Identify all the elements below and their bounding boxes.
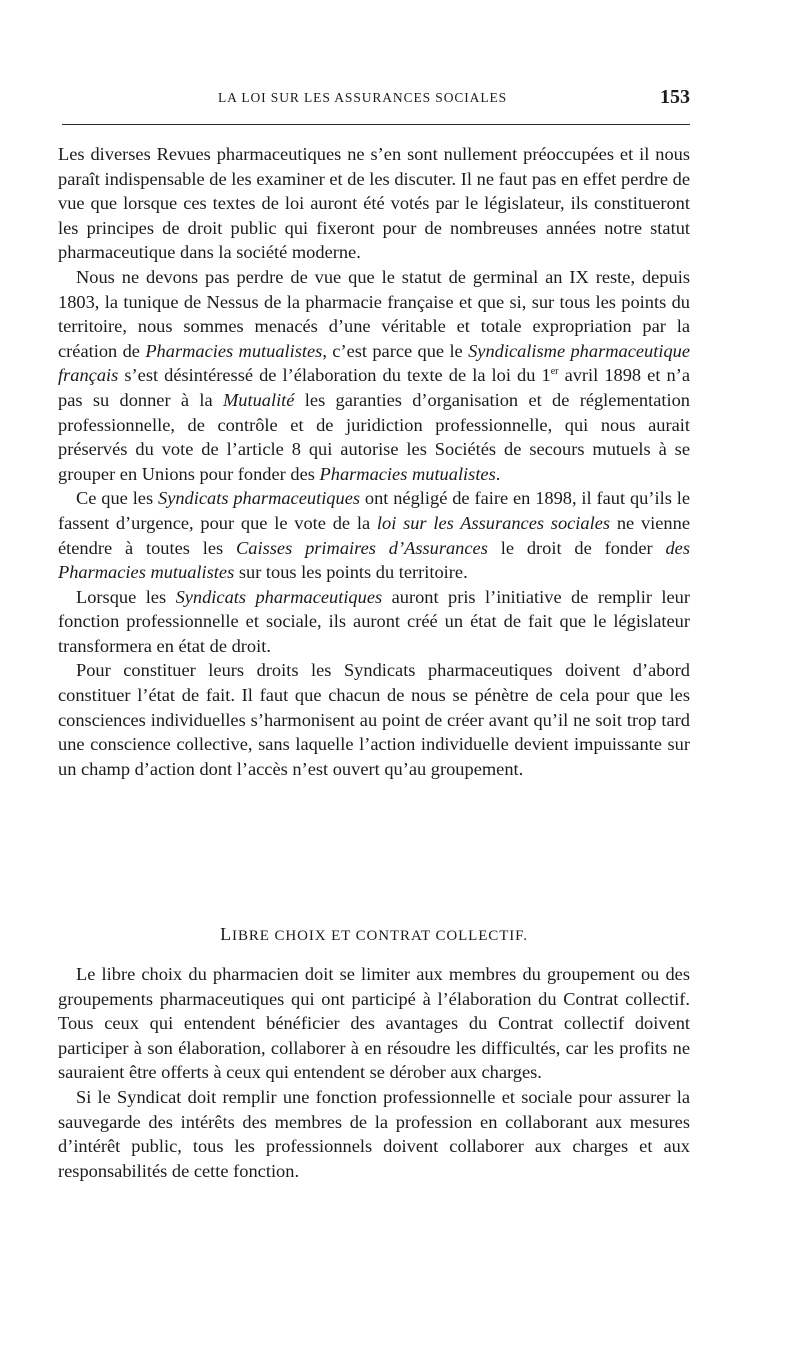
italic-term: Syndicats pharmaceutiques [175,586,383,607]
paragraph: Pour constituer leurs droits les Syndicats pharmaceutiques doivent d’abord constituer l’état de fait. Il faut que chacun de nous se pénètre de cela pour que les consciences individuelles s’harmonisent au point de créer avant qu’il ne soit trop tard une conscience collective, sans laquelle l’action individuelle devient impuissante sur un champ d’action dont l’accès n’est ouvert qu’au groupement. [58,660,690,779]
paragraph: Si le Syndicat doit remplir une fonction professionnelle et sociale pour assurer la sauvegarde des intérêts des membres de la profession en collaborant aux mesures d’intérêt public, tous les professionnels doivent collaborer aux charges et aux responsabilités de cette fonction. [58,1086,690,1181]
header-rule [62,124,690,125]
section-text [58,962,690,1183]
paragraph [58,265,690,486]
text-run: avril 1898 et n’a pas su donner à la [58,365,691,410]
text-run: Ce que les [76,488,154,509]
italic-term: des Pharmacies mutualistes [58,537,690,583]
text-run: les garanties d’organisation et de réglementation professionnelle, de contrôle et de juridiction professionnelle, qui nous aurait préservés du vote de l’article 8 qui autorise les Sociétés de secours mutuels à se grouper en Unions pour fonder des [58,389,691,484]
text-run: sur tous les points du territoire. [238,562,468,583]
paragraph: Le libre choix du pharmacien doit se limiter aux membres du groupement ou des groupements pharmaceutiques qui ont participé à l’élaboration du Contrat collectif. Tous ceux qui entendent bénéficier des avantages du Contrat collectif doivent participer à son élaboration, collaborer à en résoudre les difficultés, car les profits ne sauraient être offerts à ceux qui entendent se dérober aux charges. [58,964,690,1083]
main-text [58,142,690,781]
text-run: ne vienne étendre à toutes les [58,512,690,558]
text-run: ont négligé de faire en 1898, il faut qu’ils le fassent d’urgence, pour que le vote de la [58,488,690,533]
text-run: . [495,463,501,484]
running-title: LA LOI SUR LES ASSURANCES SOCIALES [218,90,508,105]
text-run: auront pris l’initiative de remplir leur fonction professionnelle et sociale, ils auront créé un état de fait que le législateur transformera en état de droit. [58,586,690,656]
text-run: Lorsque les [76,586,167,607]
paragraph [58,585,690,659]
italic-term: loi sur les Assurances sociales [376,512,611,533]
text-run: , c’est parce que le [322,340,463,361]
section-heading [58,924,690,945]
running-header [62,86,690,114]
paragraph [58,486,690,584]
text-run: le droit de fonder [500,537,653,558]
italic-term: Pharmacies mutualistes [145,340,323,361]
paragraph: Les diverses Revues pharmaceutiques ne s’en sont nullement préoccupées et il nous paraît indispensable de les examiner et de les discuter. Il ne faut pas en effet perdre de vue que lorsque ces textes de loi auront été votés par le législateur, ils constitueront les principes de droit public qui fixeront pour de nombreuses années notre statut pharmaceutique dans la société moderne. [58,144,690,263]
italic-term: Syndicalisme pharmaceutique français [58,340,691,386]
superscript: er [550,366,559,378]
page-number: 153 [660,86,690,108]
text-run: s’est désintéressé de l’élaboration du texte de la loi du 1 [124,365,551,386]
text-run: Nous ne devons pas perdre de vue que le statut de germinal an IX reste, depuis 1803, la tunique de Nessus de la pharmacie française et que si, sur tous les points du territoire, nous sommes menacés d’une véritable et totale expropriation par la création de [58,266,690,361]
heading-text: IBRE CHOIX ET CONTRAT COLLECTIF. [232,928,528,944]
italic-term: Syndicats pharmaceutiques [158,488,361,509]
italic-term: Caisses primaires d’Assurances [236,537,488,558]
heading-initial: L [220,924,233,944]
italic-term: Mutualité [222,389,295,410]
italic-term: Pharmacies mutualistes [319,463,496,484]
